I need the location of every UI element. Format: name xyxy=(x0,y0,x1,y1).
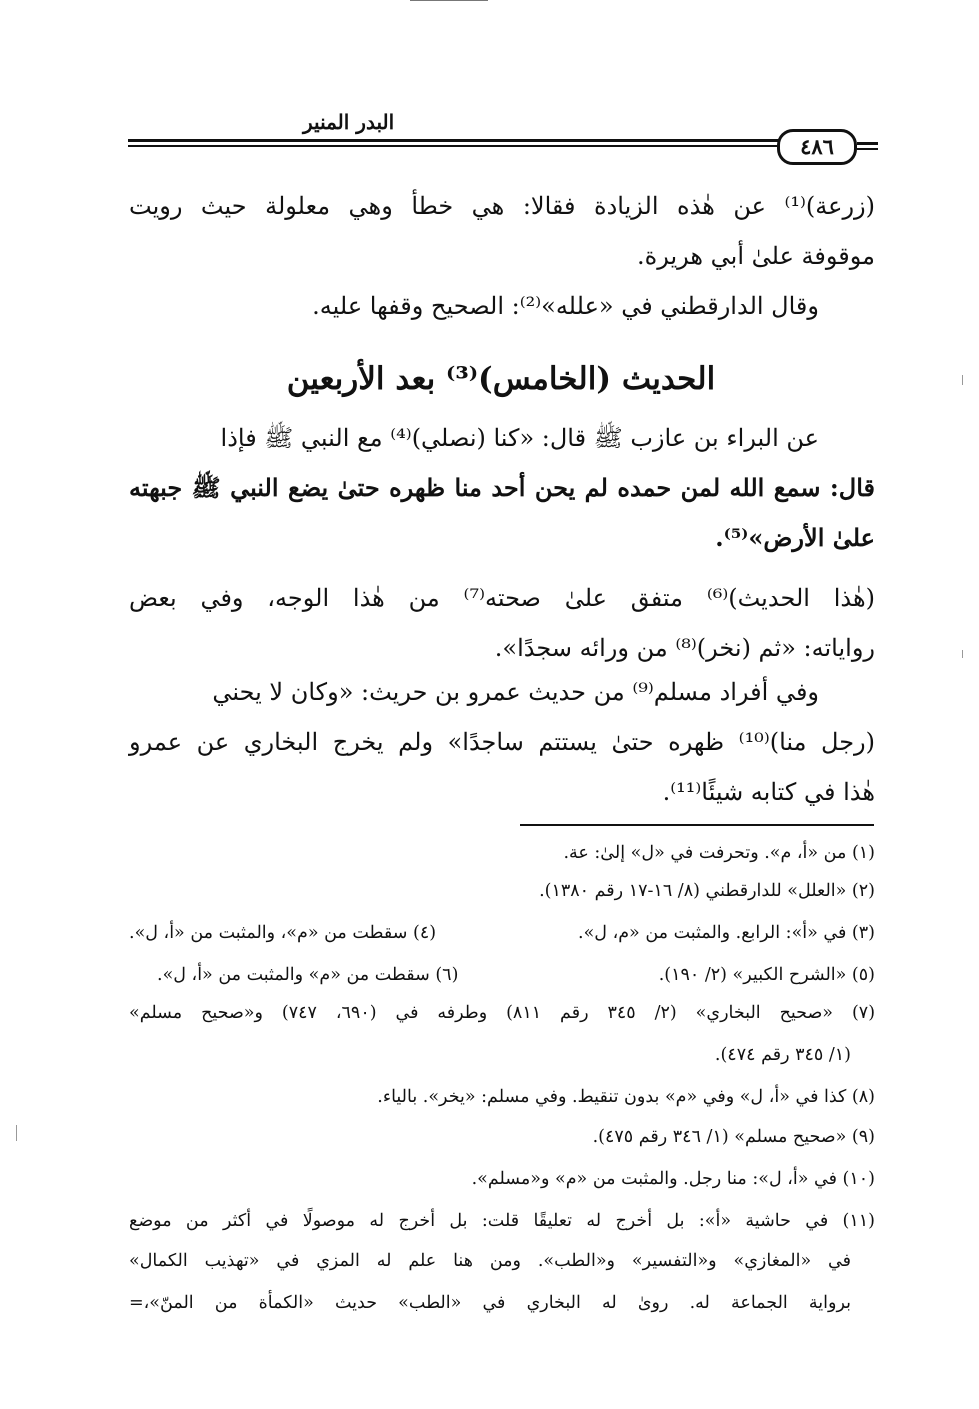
footnote-row xyxy=(157,960,875,990)
footnote: (١) من «أ، م». وتحرفت في «ل» إلىٰ: عة. xyxy=(563,843,875,863)
footnote: (٧) «صحيح البخاري» (٢/ ٣٤٥ رقم ٨١١) وطرفه في (٦٩٠، ٧٤٧) و«صحيح مسلم» xyxy=(129,1003,876,1023)
page-number: ٤٨٦ xyxy=(777,129,857,165)
footnote-separator xyxy=(520,824,874,826)
body-line: وقال الدارقطني في «علله»⁽²⁾: الصحيح وقفها عليه. xyxy=(312,292,819,320)
body-line: علىٰ الأرض»⁽⁵⁾. xyxy=(715,523,875,552)
edge-scan-mark xyxy=(962,375,963,385)
body-line: عن البراء بن عازب ﷺ قال: «كنا (نصلي)⁽⁴⁾ مع النبي ﷺ فإذا xyxy=(220,424,819,452)
body-line: (رجل منا)⁽¹⁰⁾ ظهره حتىٰ يستتم ساجدًا» ولم يخرج البخاري عن عمرو xyxy=(129,728,876,756)
top-scan-mark xyxy=(410,0,488,1)
running-header xyxy=(128,110,878,159)
footnote-row xyxy=(129,918,875,948)
footnote-continuation: في «المغازي» و«التفسير» و«الطب». ومن هنا علم له المزي في «تهذيب الكمال» xyxy=(129,1251,851,1271)
footnote: (٣) في «أ»: الرابع. والمثبت من «م، ل». xyxy=(578,923,875,943)
footnote-continuation: (١/ ٣٤٥ رقم ٤٧٤). xyxy=(714,1045,851,1065)
body-line: رواياته: «ثم (نخر)⁽⁸⁾ من ورائه سجدًا». xyxy=(494,634,875,662)
body-line: (زرعة)⁽¹⁾ عن هٰذه الزيادة فقالا: هي خطأ وهي معلولة حيث رويت xyxy=(129,192,875,220)
footnote: (١١) في حاشية «أ»: بل أخرج له تعليقًا قلت: بل أخرج له موصولًا في أكثر من موضع xyxy=(129,1211,875,1231)
section-heading: الحديث (الخامس)⁽³⁾ بعد الأربعين xyxy=(286,361,716,397)
footnote: (٤) سقطت من «م»، والمثبت من «أ، ل». xyxy=(129,923,437,943)
footnote: (١٠) في «أ، ل»: منا رجل. والمثبت من «م» و«مسلم». xyxy=(471,1169,875,1189)
header-rule xyxy=(128,139,778,142)
footnote: (٨) كذا في «أ، ل» وفي «م» بدون تنقيط. وفي مسلم: «يخر». بالياء. xyxy=(377,1087,875,1107)
header-rule xyxy=(128,145,778,147)
body-line: قال: سمع الله لمن حمده لم يحن أحد منا ظهره حتىٰ يضع النبي ﷺ جبهته xyxy=(129,473,875,502)
body-line: (هٰذا الحديث)⁽⁶⁾ متفق علىٰ صحته⁽⁷⁾ من هٰذا الوجه، وفي بعض xyxy=(129,584,875,612)
header-rule xyxy=(857,142,878,145)
footnote: (٥) «الشرح الكبير» (٢/ ١٩٠). xyxy=(658,965,875,985)
header-rule xyxy=(857,148,878,150)
footnote: (٦) سقطت من «م» والمثبت من «أ، ل». xyxy=(157,965,459,985)
book-title: البدر المنير xyxy=(303,110,395,134)
edge-scan-mark xyxy=(962,650,963,658)
body-line: وفي أفراد مسلم⁽⁹⁾ من حديث عمرو بن حريث: «وكان لا يحني xyxy=(212,678,819,706)
footnote: (٩) «صحيح مسلم» (١/ ٣٤٦ رقم ٤٧٥). xyxy=(592,1127,875,1147)
edge-scan-mark xyxy=(16,1125,17,1141)
body-line: موقوفة علىٰ أبي هريرة. xyxy=(637,242,875,270)
footnote-continuation: برواية الجماعة له. روىٰ له البخاري في «الطب» حديث «الكمأة من المنّ»،= xyxy=(129,1293,851,1313)
body-line: هٰذا في كتابه شيئًا⁽¹¹⁾. xyxy=(662,778,875,806)
footnote: (٢) «العلل» للدارقطني (٨/ ١٦-١٧ رقم ١٣٨٠). xyxy=(539,881,875,901)
